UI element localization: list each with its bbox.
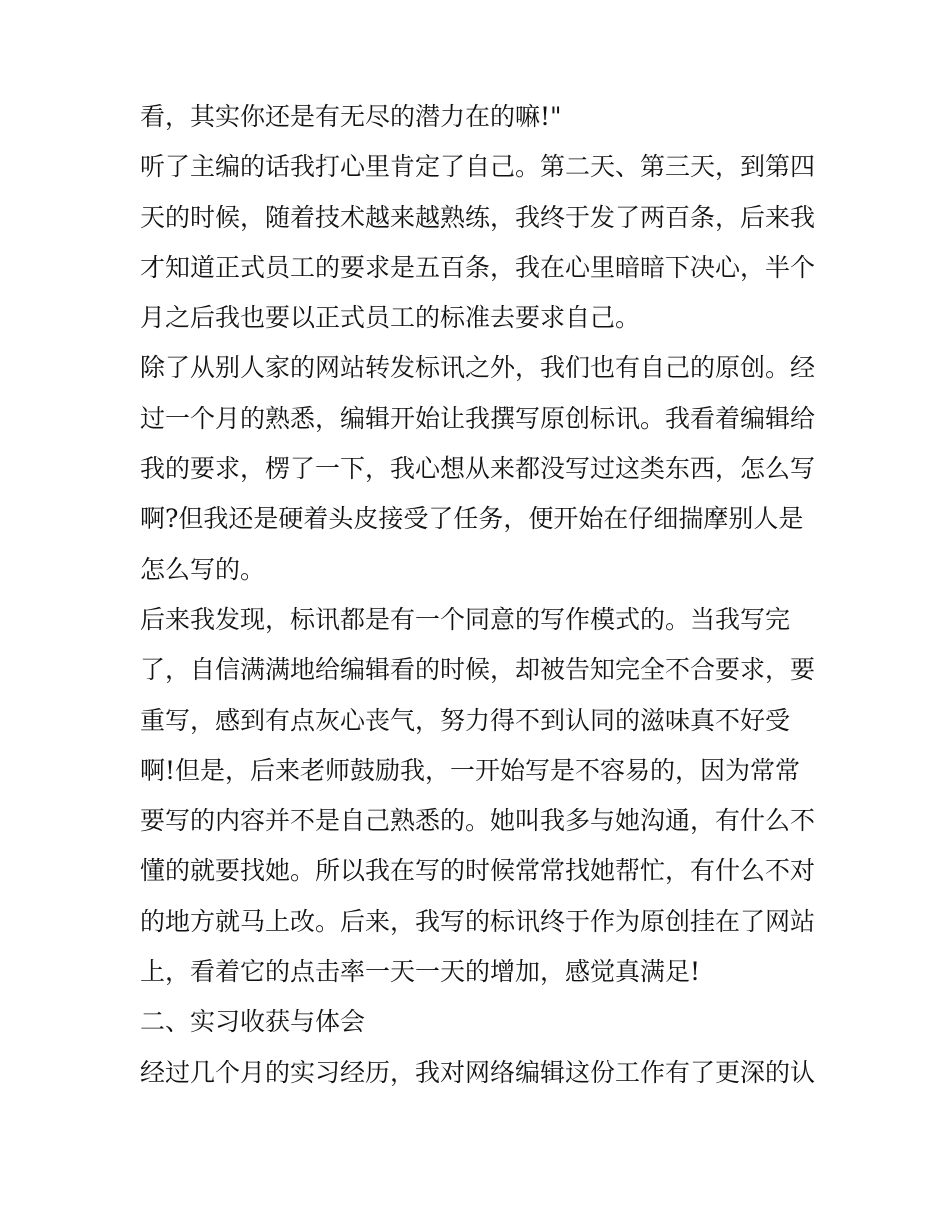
text-line: 我的要求，楞了一下，我心想从来都没写过这类东西，怎么写 (140, 454, 816, 484)
text-line: 上，看着它的点击率一天一天的增加，感觉真满足! (140, 957, 701, 987)
document-body (140, 104, 815, 1110)
text-line: 啊?但我还是硬着头皮接受了任务，便开始在仔细揣摩别人是 (140, 504, 804, 534)
text-line: 看，其实你还是有无尽的潜力在的嘛!" (140, 102, 562, 131)
text-line: 月之后我也要以正式员工的标准去要求自己。 (140, 303, 641, 333)
text-line: 过一个月的熟悉，编辑开始让我撰写原创标讯。我看着编辑给 (140, 403, 816, 433)
text-line: 怎么写的。 (140, 554, 266, 584)
text-line: 懂的就要找她。所以我在写的时候常常找她帮忙，有什么不对 (140, 856, 816, 886)
text-line: 要写的内容并不是自己熟悉的。她叫我多与她沟通，有什么不 (140, 806, 816, 836)
text-line: 的地方就马上改。后来，我写的标讯终于作为原创挂在了网站 (140, 906, 816, 936)
text-line: 除了从别人家的网站转发标讯之外，我们也有自己的原创。经 (140, 353, 816, 383)
section-heading: 二、实习收获与体会 (140, 1007, 366, 1037)
text-line: 天的时候，随着技术越来越熟练，我终于发了两百条，后来我 (140, 202, 816, 232)
text-line: 了，自信满满地给编辑看的时候，却被告知完全不合要求，要 (140, 655, 816, 685)
text-line: 重写，感到有点灰心丧气，努力得不到认同的滋味真不好受 (140, 705, 791, 735)
text-line: 啊!但是，后来老师鼓励我，一开始写是不容易的，因为常常 (140, 755, 801, 785)
text-line: 才知道正式员工的要求是五百条，我在心里暗暗下决心，半个 (140, 252, 816, 282)
text-line: 听了主编的话我打心里肯定了自己。第二天、第三天，到第四 (140, 152, 816, 182)
text-line: 经过几个月的实习经历，我对网络编辑这份工作有了更深的认 (140, 1057, 816, 1087)
text-line: 后来我发现，标讯都是有一个同意的写作模式的。当我写完 (140, 604, 791, 634)
